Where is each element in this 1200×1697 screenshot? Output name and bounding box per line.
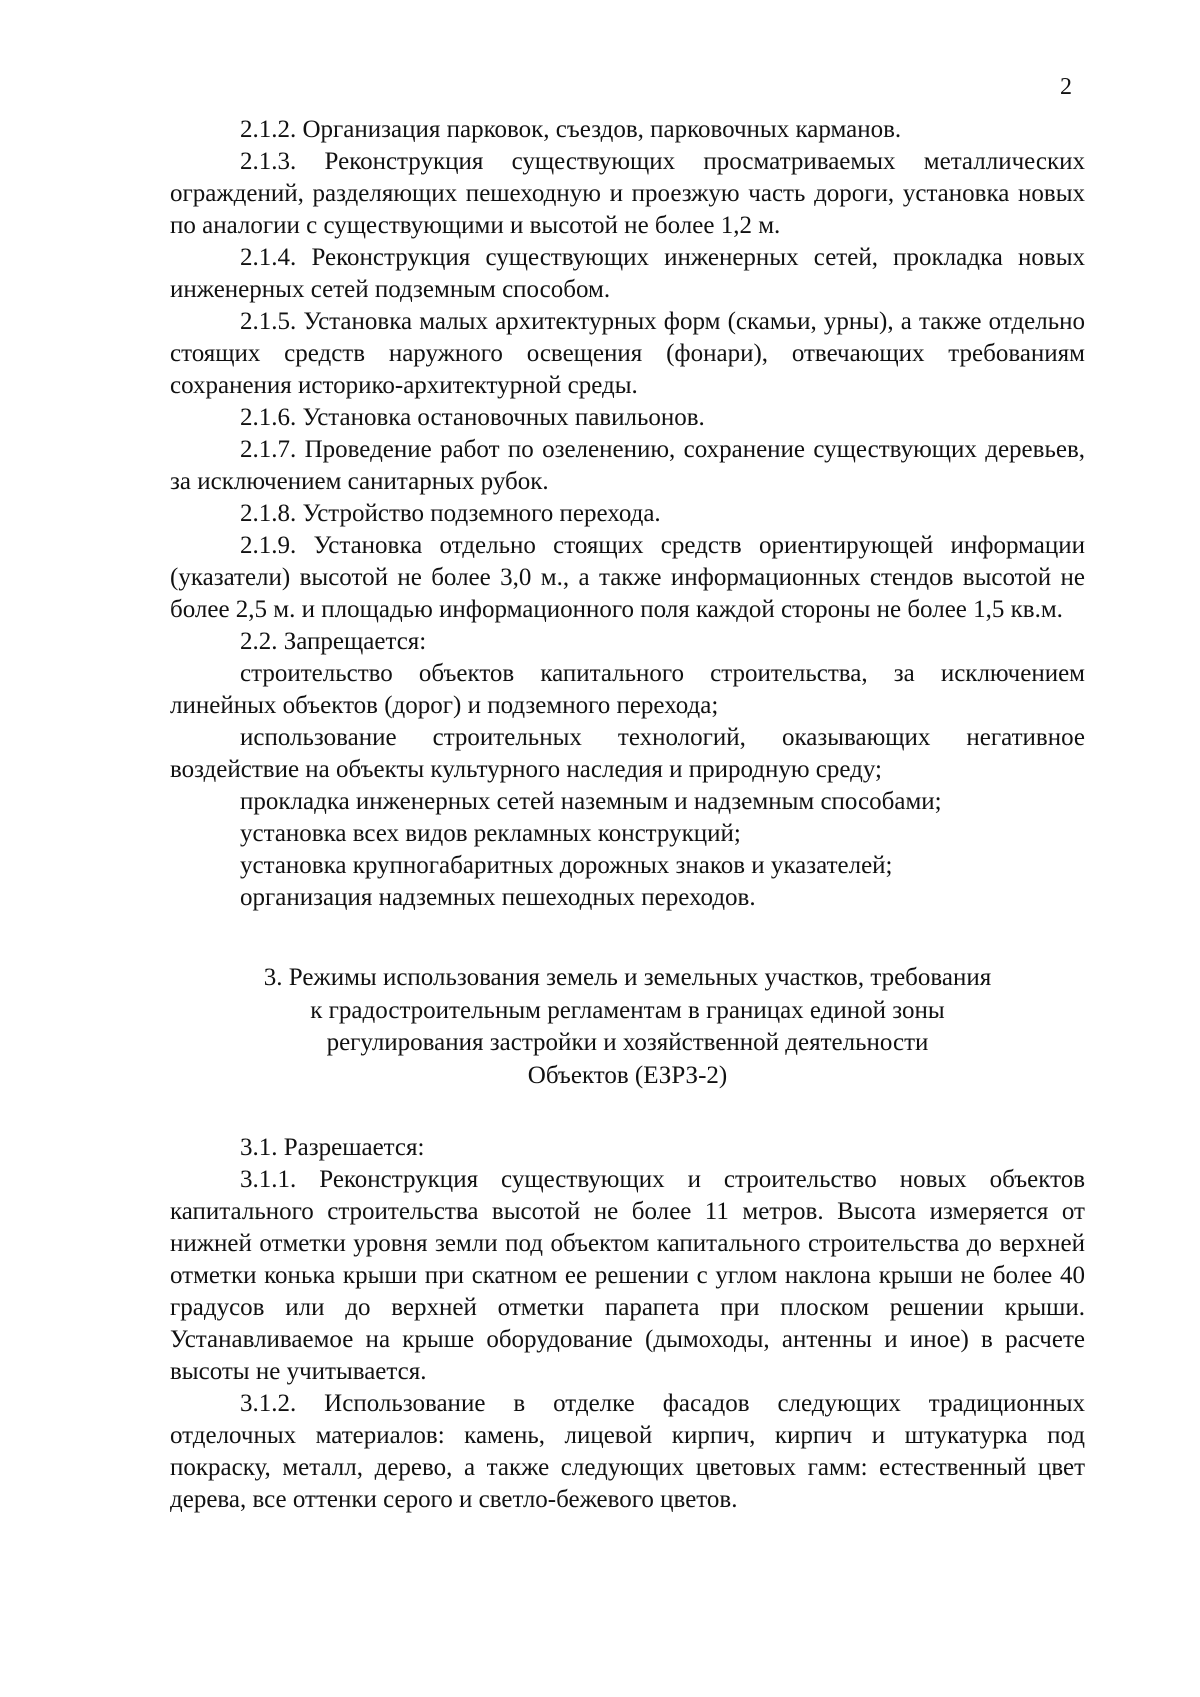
heading-line: Объектов (ЕЗРЗ-2) [527,1061,728,1089]
prohibition-item: установка всех видов рекламных конструкций; [240,820,741,847]
paragraph-2-1-9: 2.1.9. Установка отдельно стоящих средств ориентирующей информации (указатели) высотой не более 3,0 м., а также информационных стендов высотой не более 2,5 м. и площадью информационного поля каждой стороны не более 1,5 кв.м. [170,532,1085,623]
paragraph-2-1-5: 2.1.5. Установка малых архитектурных форм (скамьи, урны), а также отдельно стоящих средств наружного освещения (фонари), отвечающих требованиям сохранения историко-архитектурной среды. [170,308,1085,399]
heading-line: 3. Режимы использования земель и земельных участков, требования [263,964,992,991]
paragraph-2-1-6: 2.1.6. Установка остановочных павильонов. [240,404,705,431]
page-number: 2 [1060,74,1072,100]
section-3-heading [170,962,1085,1092]
paragraph-3-1: 3.1. Разрешается: [240,1134,425,1161]
paragraph-3-1-1: 3.1.1. Реконструкция существующих и строительство новых объектов капитального строительства высотой не более 11 метров. Высота измеряется от нижней отметки уровня земли под объектом капитального строительства до верхней отметки конька крыши при скатном ее решении с углом наклона крыши не более 40 градусов или до верхней отметки парапета при плоском решении крыши. Устанавливаемое на крыше оборудование (дымоходы, антенны и иное) в расчете высоты не учитывается. [170,1166,1085,1385]
paragraph-2-1-2: 2.1.2. Организация парковок, съездов, парковочных карманов. [240,116,902,143]
document-body [170,114,1085,1516]
heading-line: регулирования застройки и хозяйственной деятельности [326,1029,929,1056]
paragraph-2-1-8: 2.1.8. Устройство подземного перехода. [240,500,661,527]
heading-line: к градостроительным регламентам в границах единой зоны [310,996,945,1024]
paragraph-3-1-2: 3.1.2. Использование в отделке фасадов следующих традиционных отделочных материалов: камень, лицевой кирпич, кирпич и штукатурка под покраску, металл, дерево, а также следующих цветовых гамм: естественный цвет дерева, все оттенки серого и светло-бежевого цветов. [170,1390,1085,1513]
paragraph-2-1-3: 2.1.3. Реконструкция существующих просматриваемых металлических ограждений, разделяющих пешеходную и проезжую часть дороги, установка новых по аналогии с существующими и высотой не более 1,2 м. [170,148,1085,239]
prohibition-item: строительство объектов капитального строительства, за исключением линейных объектов (дорог) и подземного перехода; [170,660,1085,719]
prohibition-item: прокладка инженерных сетей наземным и надземным способами; [240,788,942,815]
paragraph-2-1-4: 2.1.4. Реконструкция существующих инженерных сетей, прокладка новых инженерных сетей подземным способом. [170,244,1085,303]
prohibition-item: использование строительных технологий, оказывающих негативное воздействие на объекты культурного наследия и природную среду; [170,724,1085,783]
paragraph-2-2: 2.2. Запрещается: [240,628,427,655]
paragraph-2-1-7: 2.1.7. Проведение работ по озеленению, сохранение существующих деревьев, за исключением санитарных рубок. [170,436,1085,495]
prohibition-item: установка крупногабаритных дорожных знаков и указателей; [240,852,893,879]
prohibition-item: организация надземных пешеходных переходов. [240,884,756,911]
